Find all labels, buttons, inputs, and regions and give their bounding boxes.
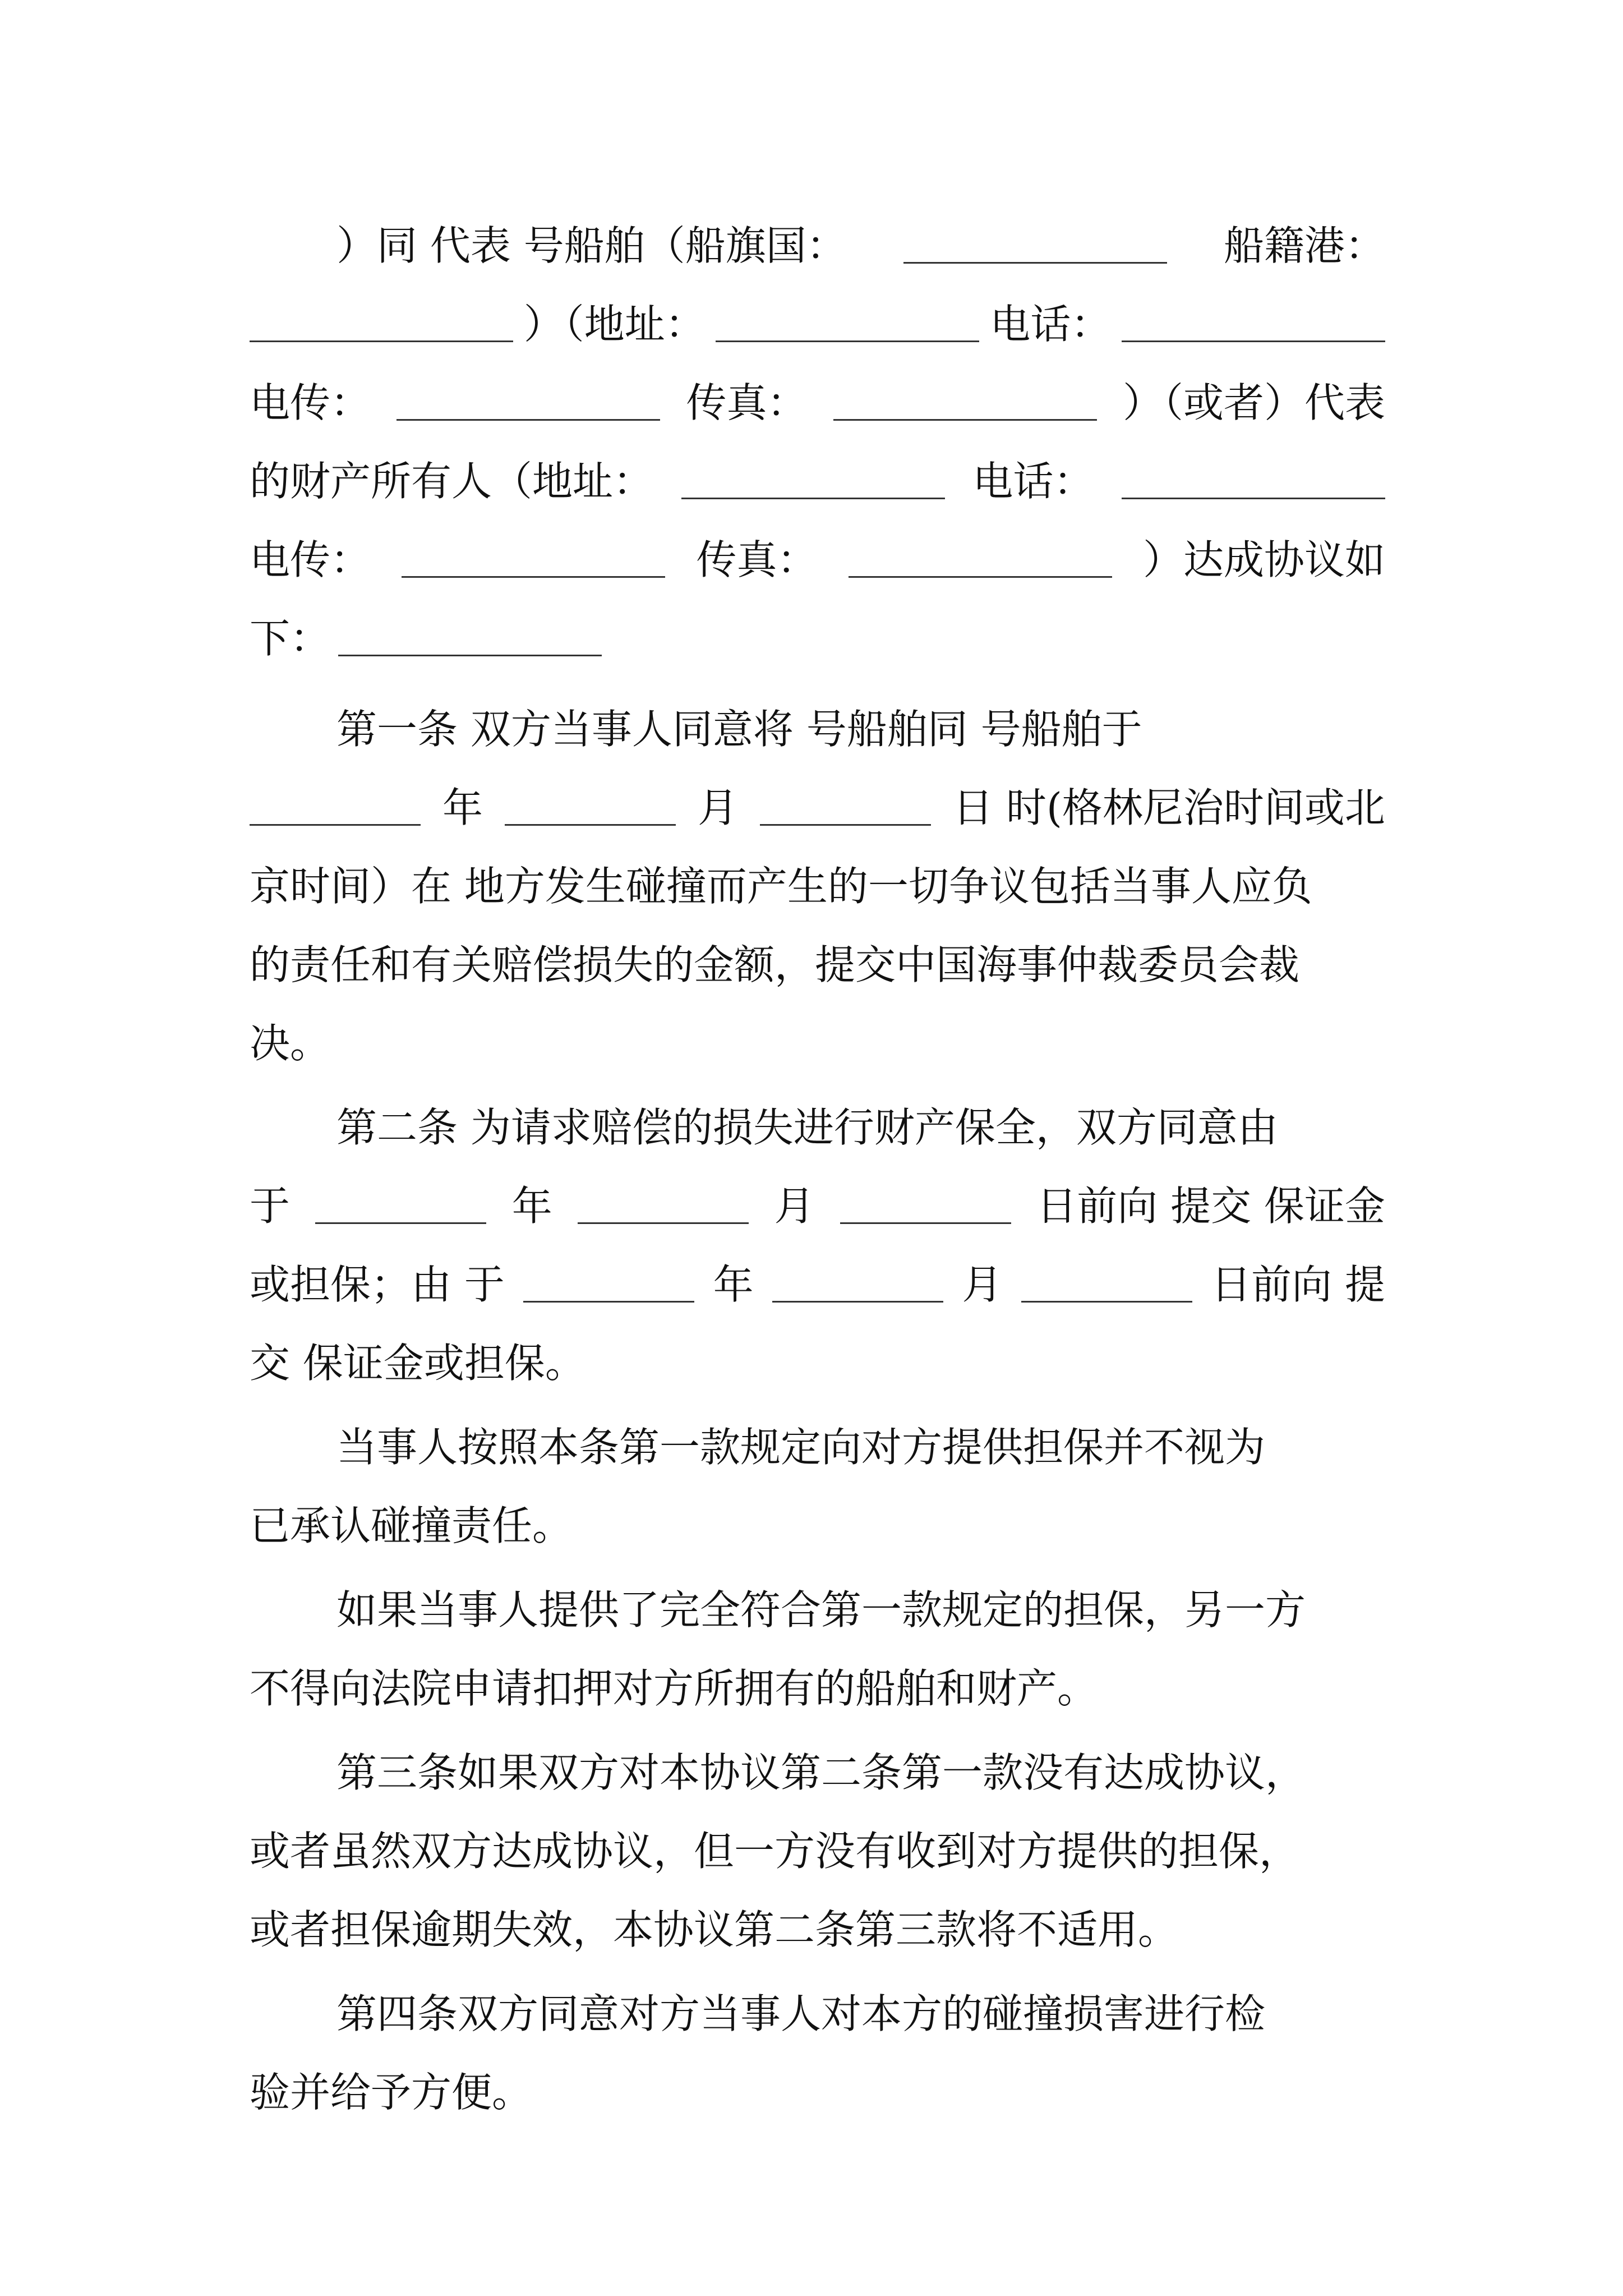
text-segment: ）（或者）代表 <box>1122 379 1385 426</box>
text-segment: 船籍港： <box>1223 222 1385 269</box>
text-line-18 <box>336 1571 1385 1649</box>
text-segment: 月 <box>774 1182 815 1230</box>
text-segment: 日前向 提交 保证金 <box>1036 1182 1385 1230</box>
fill-blank <box>1122 307 1385 342</box>
text-segment: 已承认碰撞责任。 <box>250 1502 573 1549</box>
text-line-9 <box>250 847 1385 926</box>
text-segment: 第四条双方同意对方当事人对本方的碰撞损害进行检 <box>336 1990 1266 2037</box>
text-line-24 <box>250 2053 1385 2132</box>
text-segment: 电传： <box>250 536 371 583</box>
text-line-8 <box>250 769 1385 847</box>
text-segment: 当事人按照本条第一款规定向对方提供担保并不视为 <box>336 1424 1266 1471</box>
text-line-2 <box>250 285 1385 364</box>
text-segment: 验并给予方便。 <box>250 2069 533 2116</box>
text-line-5 <box>250 521 1385 599</box>
text-segment: 月 <box>697 784 738 831</box>
fill-blank <box>338 621 602 656</box>
text-line-23 <box>336 1975 1385 2053</box>
text-segment: ）（地址： <box>523 301 706 348</box>
text-segment: 第二条 为请求赔偿的损失进行财产保全，双方同意由 <box>336 1104 1278 1151</box>
text-line-21 <box>250 1812 1385 1890</box>
text-segment: ）达成协议如 <box>1142 536 1385 583</box>
fill-blank <box>402 542 665 578</box>
fill-blank <box>578 1189 749 1224</box>
fill-blank <box>849 542 1112 578</box>
fill-blank <box>1021 1267 1192 1303</box>
fill-blank <box>716 307 979 342</box>
text-segment: 第三条如果双方对本协议第二条第一款没有达成协议， <box>336 1749 1306 1796</box>
text-line-20 <box>336 1733 1385 1812</box>
text-segment: 如果当事人提供了完全符合第一款规定的担保，另一方 <box>336 1586 1306 1634</box>
fill-blank <box>250 790 421 826</box>
text-line-1 <box>336 206 1385 285</box>
fill-blank <box>505 790 676 826</box>
text-line-19 <box>250 1649 1385 1728</box>
text-segment: 决。 <box>250 1020 331 1067</box>
text-segment: 日前向 提 <box>1211 1261 1385 1308</box>
text-line-16 <box>336 1408 1385 1487</box>
text-segment: 京时间）在 地方发生碰撞而产生的一切争议包括当事人应负 <box>250 863 1312 910</box>
text-segment: 传真： <box>696 536 818 583</box>
text-segment: 年 <box>442 784 483 831</box>
text-segment: 电传： <box>250 379 371 426</box>
fill-blank <box>681 464 945 499</box>
text-line-6 <box>250 599 1385 678</box>
fill-blank <box>772 1267 943 1303</box>
text-line-22 <box>250 1890 1385 1969</box>
text-segment: 电话： <box>990 301 1112 348</box>
text-segment: 的财产所有人（地址： <box>250 458 654 505</box>
text-line-11 <box>250 1004 1385 1083</box>
text-segment: 日 时(格林尼治时间或北 <box>952 784 1385 831</box>
fill-blank <box>396 385 660 421</box>
text-line-7 <box>336 690 1385 769</box>
text-line-17 <box>250 1487 1385 1565</box>
text-line-4 <box>250 442 1385 521</box>
text-segment: 或者虽然双方达成协议，但一方没有收到对方提供的担保， <box>250 1828 1300 1875</box>
fill-blank <box>523 1267 694 1303</box>
text-segment: 年 <box>511 1182 552 1230</box>
fill-blank <box>833 385 1097 421</box>
fill-blank <box>760 790 931 826</box>
text-segment: 交 保证金或担保。 <box>250 1340 585 1387</box>
fill-blank <box>840 1189 1011 1224</box>
text-segment: 于 <box>250 1182 291 1230</box>
text-line-10 <box>250 926 1385 1004</box>
text-line-3 <box>250 364 1385 442</box>
text-segment: 或担保；由 于 <box>250 1261 505 1308</box>
text-segment: 不得向法院申请扣押对方所拥有的船舶和财产。 <box>250 1665 1098 1712</box>
text-line-12 <box>336 1088 1385 1167</box>
text-segment: 传真： <box>686 379 808 426</box>
fill-blank <box>903 228 1167 264</box>
text-line-14 <box>250 1245 1385 1324</box>
text-segment: 年 <box>713 1261 754 1308</box>
text-line-13 <box>250 1167 1385 1245</box>
text-segment: 月 <box>962 1261 1003 1308</box>
fill-blank <box>250 307 513 342</box>
text-segment: 或者担保逾期失效，本协议第二条第三款将不适用。 <box>250 1906 1179 1953</box>
fill-blank <box>315 1189 486 1224</box>
text-segment: ）同 代表 号船舶（船旗国： <box>336 222 847 269</box>
text-segment: 下： <box>250 615 331 662</box>
text-segment: 第一条 双方当事人同意将 号船舶同 号船舶于 <box>336 706 1142 753</box>
text-segment: 的责任和有关赔偿损失的金额，提交中国海事仲裁委员会裁 <box>250 941 1300 988</box>
text-line-15 <box>250 1324 1385 1402</box>
fill-blank <box>1122 464 1385 499</box>
text-segment: 电话： <box>972 458 1094 505</box>
